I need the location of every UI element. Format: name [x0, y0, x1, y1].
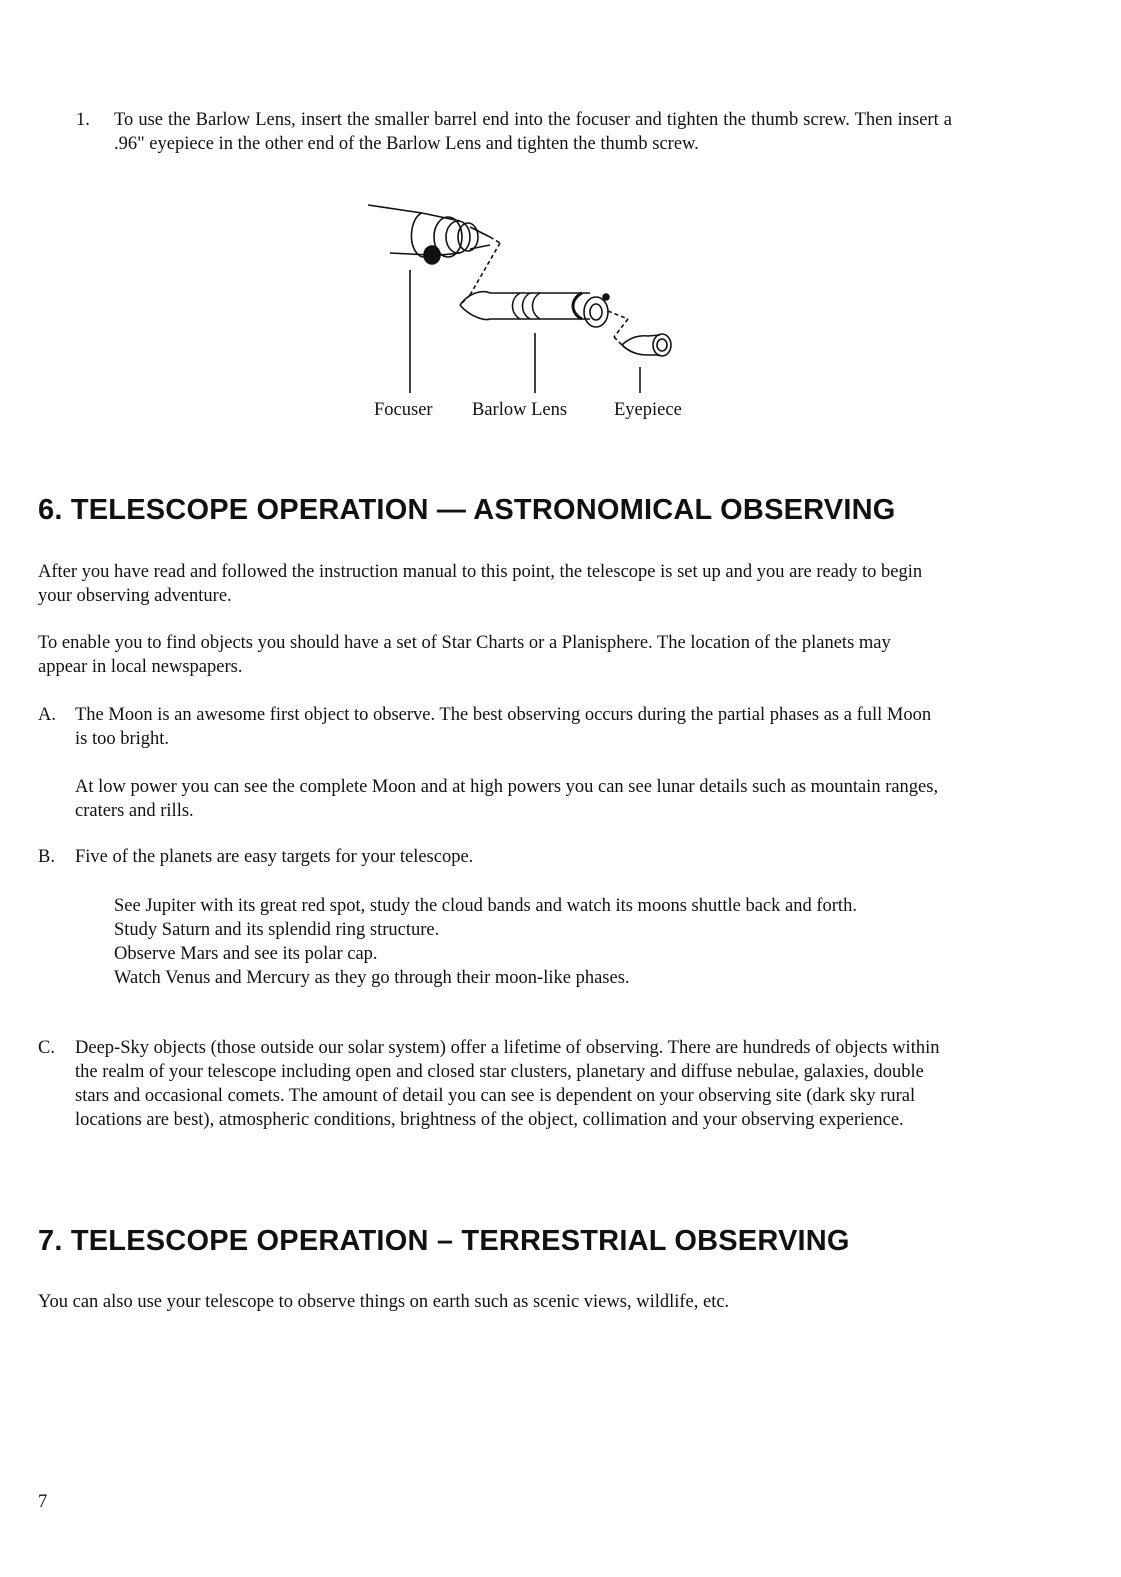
item-a-marker: A. — [38, 705, 56, 725]
section-6-para-2: To enable you to find objects you should have a set of Star Charts or a Planisphere. The location of the planets may appear in local newspapers. — [38, 633, 891, 677]
item-b-sublist — [114, 894, 924, 990]
barlow-lens-label: Barlow Lens — [472, 400, 568, 420]
diagram-drawing — [360, 195, 700, 435]
section-6-heading: 6. TELESCOPE OPERATION — ASTRONOMICAL OBSERVING — [38, 494, 896, 526]
item-b-marker: B. — [38, 847, 55, 867]
item-a-text: The Moon is an awesome first object to observe. The best observing occurs during the partial phases as a full Moon is too bright. — [75, 705, 932, 749]
item-c-text: Deep-Sky objects (those outside our solar system) offer a lifetime of observing. There are hundreds of objects within the realm of your telescope including open and closed star clusters, planetary and diffuse nebulae, galaxies, double stars and occasional comets. The amount of detail you can see is dependent on your observing site (dark sky rural locations are best), atmospheric conditions, brightness of the object, collimation and your observing experience. — [75, 1038, 940, 1130]
item-c-marker: C. — [38, 1038, 55, 1058]
step-1-text: To use the Barlow Lens, insert the smaller barrel end into the focuser and tighten the thumb screw. Then insert a .96" eyepiece in the other end of the Barlow Lens and tighten the thumb screw. — [114, 110, 952, 154]
item-b-text: Five of the planets are easy targets for your telescope. — [75, 847, 474, 867]
step-1-number: 1. — [76, 110, 90, 130]
item-b-sub-jupiter: See Jupiter with its great red spot, study the cloud bands and watch its moons shuttle back and forth. — [114, 896, 857, 916]
item-b — [38, 845, 948, 869]
section-7-heading: 7. TELESCOPE OPERATION – TERRESTRIAL OBSERVING — [38, 1225, 850, 1257]
item-a-text-2: At low power you can see the complete Moon and at high powers you can see lunar details such as mountain ranges, craters and rills. — [75, 777, 939, 821]
barlow-diagram — [360, 195, 700, 435]
item-b-sub-saturn: Study Saturn and its splendid ring structure. — [114, 920, 440, 940]
focuser-drawing — [368, 205, 500, 393]
item-a — [38, 703, 948, 823]
step-1 — [76, 108, 956, 156]
eyepiece-label: Eyepiece — [614, 400, 682, 420]
section-7-para-1: You can also use your telescope to observe things on earth such as scenic views, wildlife, etc. — [38, 1292, 730, 1312]
eyepiece-drawing — [614, 334, 671, 393]
barlow-drawing — [460, 292, 628, 393]
section-6-para-1: After you have read and followed the instruction manual to this point, the telescope is set up and you are ready to begin your observing adventure. — [38, 562, 923, 606]
item-b-sub-venus: Watch Venus and Mercury as they go through their moon-like phases. — [114, 968, 630, 988]
item-b-sub-mars: Observe Mars and see its polar cap. — [114, 944, 378, 964]
page-number: 7 — [38, 1492, 48, 1512]
focuser-label: Focuser — [374, 400, 433, 420]
item-c — [38, 1036, 958, 1132]
